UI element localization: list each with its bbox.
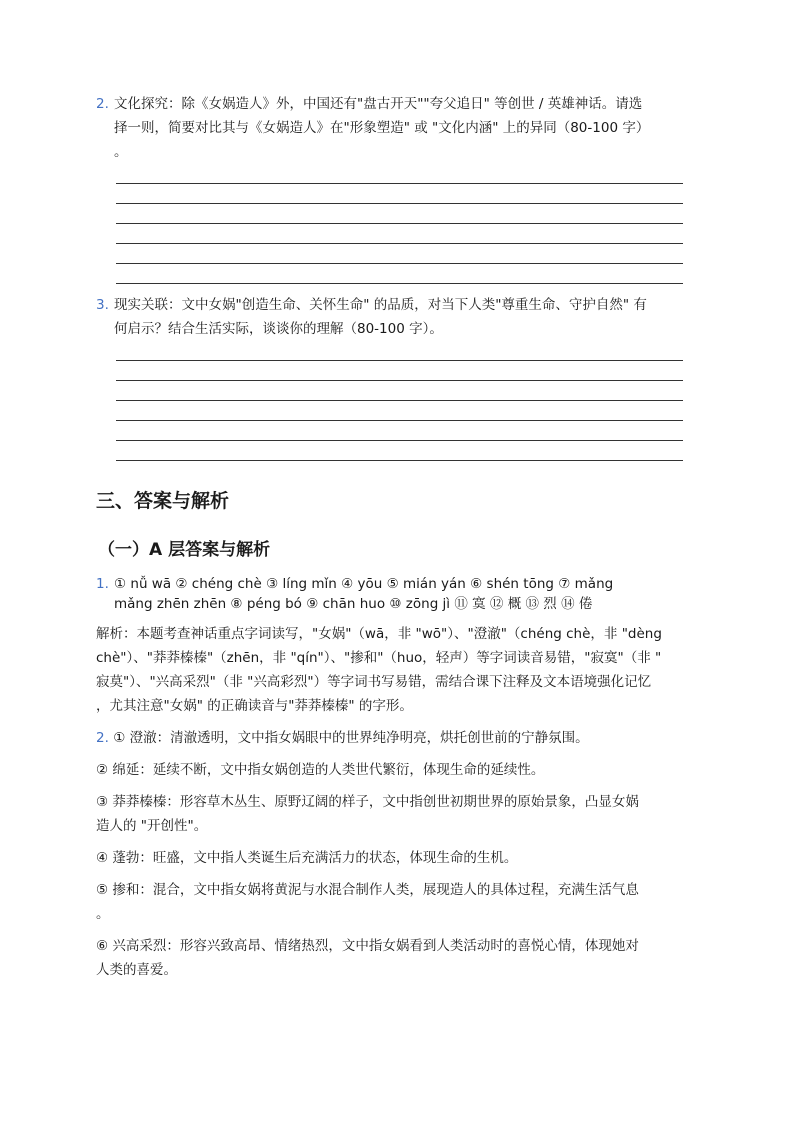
question-number: 2.	[96, 96, 109, 112]
question-2-line-3: 。	[114, 144, 128, 160]
answer-line	[116, 243, 683, 244]
answer-text: ① 澄澈：清澈透明，文中指女娲眼中的世界纯净明亮，烘托创世前的宁静氛围。	[113, 730, 589, 746]
item-3-line-1: ③ 莽莽榛榛：形容草木丛生、原野辽阔的样子，文中指创世初期世界的原始景象，凸显女娲	[96, 794, 639, 810]
answer-line	[116, 263, 683, 264]
answer-line	[116, 380, 683, 381]
answer-line	[116, 460, 683, 461]
question-3	[96, 293, 696, 341]
answer-2-item-1	[96, 726, 708, 750]
answer-2-item-3	[96, 790, 708, 838]
answer-2-item-4: ④ 蓬勃：旺盛，文中指人类诞生后充满活力的状态，体现生命的生机。	[96, 850, 518, 866]
answer-line	[116, 283, 683, 284]
question-number: 3.	[96, 297, 109, 313]
answer-number: 2.	[96, 730, 109, 746]
question-2-line-1	[96, 92, 696, 116]
question-2-line-2: 择一则，简要对比其与《女娲造人》在"形象塑造" 或 "文化内涵" 上的异同（80-100 字）	[114, 120, 650, 136]
answer-2-item-2: ② 绵延：延续不断，文中指女娲创造的人类世代繁衍，体现生命的延续性。	[96, 762, 545, 778]
answer-lines-q2	[116, 183, 683, 303]
item-5-line-2: 。	[96, 906, 110, 922]
item-6-line-1: ⑥ 兴高采烈：形容兴致高昂、情绪热烈，文中指女娲看到人类活动时的喜悦心情，体现她对	[96, 938, 639, 954]
analysis-paragraph	[96, 622, 708, 718]
question-3-line-2: 何启示？结合生活实际，谈谈你的理解（80-100 字）。	[114, 321, 443, 337]
answer-line	[116, 420, 683, 421]
question-text: 文化探究：除《女娲造人》外，中国还有"盘古开天""夸父追日" 等创世 / 英雄神话。请选	[114, 96, 643, 112]
analysis-line-1: 解析：本题考查神话重点字词读写，"女娲"（wā，非 "wō"）、"澄澈"（chéng chè，非 "dèng	[96, 626, 662, 642]
answer-number: 1.	[96, 576, 109, 592]
answer-1-line-2: mǎng zhēn zhēn ⑧ péng bó ⑨ chān huo ⑩ zōng jì ⑪ 寞 ⑫ 概 ⑬ 烈 ⑭ 倦	[114, 596, 593, 612]
answer-line	[116, 360, 683, 361]
answer-1-line-1	[96, 574, 716, 594]
item-5-line-1: ⑤ 掺和：混合，文中指女娲将黄泥与水混合制作人类，展现造人的具体过程，充满生活气息	[96, 882, 639, 898]
answer-line	[116, 440, 683, 441]
item-6-line-2: 人类的喜爱。	[96, 962, 177, 978]
answer-line	[116, 183, 683, 184]
analysis-line-3: 寂莫"）、"兴高采烈"（非 "兴高彩烈"）等字词书写易错，需结合课下注释及文本语境强化记忆	[96, 674, 652, 690]
subsection-title: （一）A 层答案与解析	[98, 540, 271, 560]
answer-lines-q3	[116, 360, 683, 480]
answer-2-item-5	[96, 878, 708, 926]
answer-line	[116, 223, 683, 224]
answer-2-item-6	[96, 934, 708, 982]
question-3-line-1	[96, 293, 696, 317]
analysis-line-4: ，尤其注意"女娲" 的正确读音与"莽莽榛榛" 的字形。	[96, 698, 413, 714]
question-text: 现实关联：文中女娲"创造生命、关怀生命" 的品质，对当下人类"尊重生命、守护自然" 有	[114, 297, 647, 313]
section-title: 三、答案与解析	[96, 490, 230, 512]
question-2	[96, 92, 696, 164]
answer-text: ① nǚ wā ② chéng chè ③ líng mǐn ④ yōu ⑤ mián yán ⑥ shén tōng ⑦ mǎng	[114, 576, 614, 592]
answer-1	[96, 574, 716, 614]
answer-line	[116, 203, 683, 204]
analysis-line-2: chè"）、"莽莽榛榛"（zhēn，非 "qín"）、"掺和"（huo，轻声）等字词读音易错，"寂寞"（非 "	[96, 650, 662, 666]
answer-line	[116, 400, 683, 401]
item-3-line-2: 造人的 "开创性"。	[96, 818, 208, 834]
